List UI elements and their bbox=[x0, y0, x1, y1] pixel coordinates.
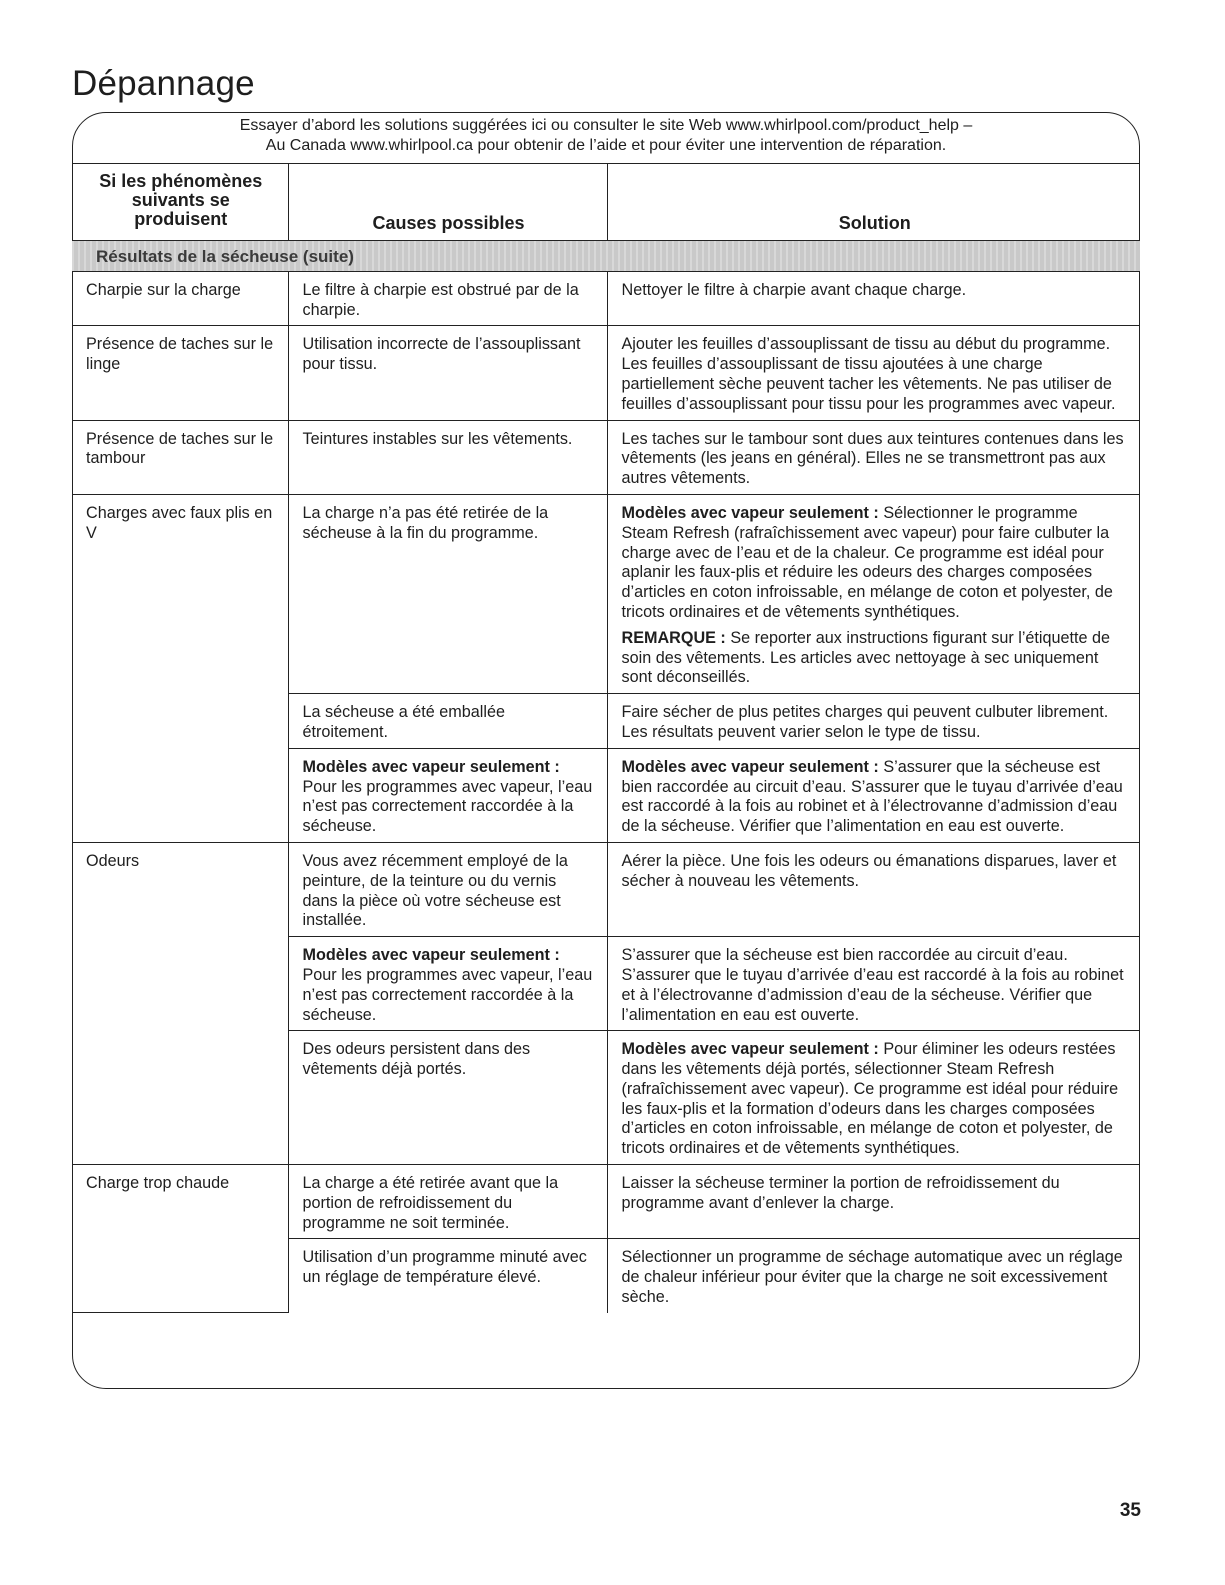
solution-cell: Les taches sur le tambour sont dues aux teintures contenues dans les vêtements (les jeans en général). Elles ne se transmettront pas aux autres vêtements. bbox=[607, 420, 1140, 494]
solution-cell bbox=[607, 1031, 1140, 1165]
solution-cell: S’assurer que la sécheuse est bien raccordée au circuit d’eau. S’assurer que le tuyau d’arrivée d’eau est raccordé à la fois au robinet et à l’électrovanne d’admission d’eau de la sécheuse. Vérifier que l’alimentation en eau est ouverte. bbox=[607, 937, 1140, 1031]
page-title: Dépannage bbox=[72, 64, 255, 103]
solution-cell: Sélectionner un programme de séchage automatique avec un réglage de chaleur inférieur pour éviter que la charge ne soit excessivement sèche. bbox=[607, 1239, 1140, 1313]
cause-text: Pour les programmes avec vapeur, l’eau n’est pas correctement raccordée à la sécheuse. bbox=[302, 777, 593, 836]
solution-paragraph bbox=[622, 504, 1129, 623]
table-row bbox=[72, 1165, 1140, 1239]
cause-cell: La sécheuse a été emballée étroitement. bbox=[288, 694, 607, 749]
table-header-row bbox=[72, 164, 1140, 241]
cause-cell: La charge a été retirée avant que la portion de refroidissement du programme ne soit terminée. bbox=[288, 1165, 607, 1239]
troubleshooting-table bbox=[72, 163, 1140, 1313]
symptom-cell: Charges avec faux plis en V bbox=[72, 494, 288, 842]
table-row bbox=[72, 420, 1140, 494]
cause-text: Pour les programmes avec vapeur, l’eau n’est pas correctement raccordée à la sécheuse. bbox=[302, 965, 593, 1024]
solution-cell: Ajouter les feuilles d’assouplissant de tissu au début du programme. Les feuilles d’assouplissant de tissu ajoutées à une charge partiellement sèche peuvent tacher les vêtements. Ne pas utiliser de feuilles d’assouplissant pour tissu pour les programmes avec vapeur. bbox=[607, 326, 1140, 420]
symptom-cell: Odeurs bbox=[72, 842, 288, 1164]
table-row bbox=[72, 271, 1140, 326]
cause-cell: Utilisation d’un programme minuté avec un réglage de température élevé. bbox=[288, 1239, 607, 1313]
symptom-cell: Présence de taches sur le tambour bbox=[72, 420, 288, 494]
bold-lead: Modèles avec vapeur seulement : bbox=[621, 1040, 879, 1059]
symptom-cell: Présence de taches sur le linge bbox=[72, 326, 288, 420]
solution-cell: Nettoyer le filtre à charpie avant chaque charge. bbox=[607, 271, 1140, 326]
page-number: 35 bbox=[1119, 1500, 1141, 1521]
cause-cell: Le filtre à charpie est obstrué par de la charpie. bbox=[288, 271, 607, 326]
solution-cell: Aérer la pièce. Une fois les odeurs ou émanations disparues, laver et sécher à nouveau les vêtements. bbox=[607, 842, 1140, 936]
cause-cell bbox=[288, 748, 607, 842]
header-cause: Causes possibles bbox=[288, 164, 607, 241]
section-title: Résultats de la sécheuse (suite) bbox=[72, 241, 1140, 272]
bold-lead: Modèles avec vapeur seulement : bbox=[621, 503, 879, 522]
section-row bbox=[72, 241, 1140, 272]
header-symptom: Si les phénomènes suivants se produisent bbox=[72, 164, 288, 241]
cause-cell: Utilisation incorrecte de l’assouplissant pour tissu. bbox=[288, 326, 607, 420]
solution-cell bbox=[607, 494, 1140, 693]
bold-lead: Modèles avec vapeur seulement : bbox=[302, 946, 560, 965]
cause-cell: Des odeurs persistent dans des vêtements déjà portés. bbox=[288, 1031, 607, 1165]
header-solution: Solution bbox=[607, 164, 1140, 241]
solution-cell: Laisser la sécheuse terminer la portion de refroidissement du programme avant d’enlever la charge. bbox=[607, 1165, 1140, 1239]
symptom-cell: Charpie sur la charge bbox=[72, 271, 288, 326]
solution-cell: Faire sécher de plus petites charges qui peuvent culbuter librement. Les résultats peuvent varier selon le type de tissu. bbox=[607, 694, 1140, 749]
cause-cell: Vous avez récemment employé de la peinture, de la teinture ou du vernis dans la pièce où votre sécheuse est installée. bbox=[288, 842, 607, 936]
table-row bbox=[72, 494, 1140, 693]
note-label: REMARQUE : bbox=[621, 628, 726, 647]
bold-lead: Modèles avec vapeur seulement : bbox=[302, 757, 560, 776]
bold-lead: Modèles avec vapeur seulement : bbox=[621, 757, 879, 776]
symptom-cell: Charge trop chaude bbox=[72, 1165, 288, 1313]
cause-cell bbox=[288, 937, 607, 1031]
solution-text: Sélectionner le programme Steam Refresh (rafraîchissement avec vapeur) pour faire culbuter la charge avec de l’eau et de la chaleur. Ce programme est idéal pour aplanir les faux-plis et réduire les odeurs des charges composées d’articles en coton infroissable, en mélange de coton et polyester, de tricots ordinaires et de vêtements synthétiques. bbox=[621, 503, 1113, 621]
note-paragraph bbox=[622, 629, 1129, 688]
solution-text: Pour éliminer les odeurs restées dans les vêtements déjà portés, sélectionner Steam Refresh (rafraîchissement avec vapeur). Ce programme est idéal pour réduire les faux-plis et la formation d’odeurs dans les charges composées d’articles en coton infroissable, en mélange de coton et polyester, de tricots ordinaires et de vêtements synthétiques. bbox=[621, 1040, 1119, 1158]
note-text: Se reporter aux instructions figurant sur l’étiquette de soin des vêtements. Les articles avec nettoyage à sec uniquement sont déconseillés. bbox=[621, 628, 1111, 687]
cause-cell: Teintures instables sur les vêtements. bbox=[288, 420, 607, 494]
intro-line-1: Essayer d’abord les solutions suggérées ici ou consulter le site Web www.whirlpool.com/product_help – bbox=[239, 117, 973, 134]
intro-text bbox=[74, 116, 1138, 156]
solution-cell bbox=[607, 748, 1140, 842]
cause-cell: La charge n’a pas été retirée de la sécheuse à la fin du programme. bbox=[288, 494, 607, 693]
table-row bbox=[72, 842, 1140, 936]
solution-text: S’assurer que la sécheuse est bien raccordée au circuit d’eau. S’assurer que le tuyau d’arrivée d’eau est raccordé à la fois au robinet et à l’électrovanne d’admission d’eau de la sécheuse. Vérifier que l’alimentation en eau est ouverte. bbox=[621, 757, 1123, 836]
intro-line-2: Au Canada www.whirlpool.ca pour obtenir de l’aide et pour éviter une intervention de réparation. bbox=[265, 137, 947, 154]
table-row bbox=[72, 326, 1140, 420]
